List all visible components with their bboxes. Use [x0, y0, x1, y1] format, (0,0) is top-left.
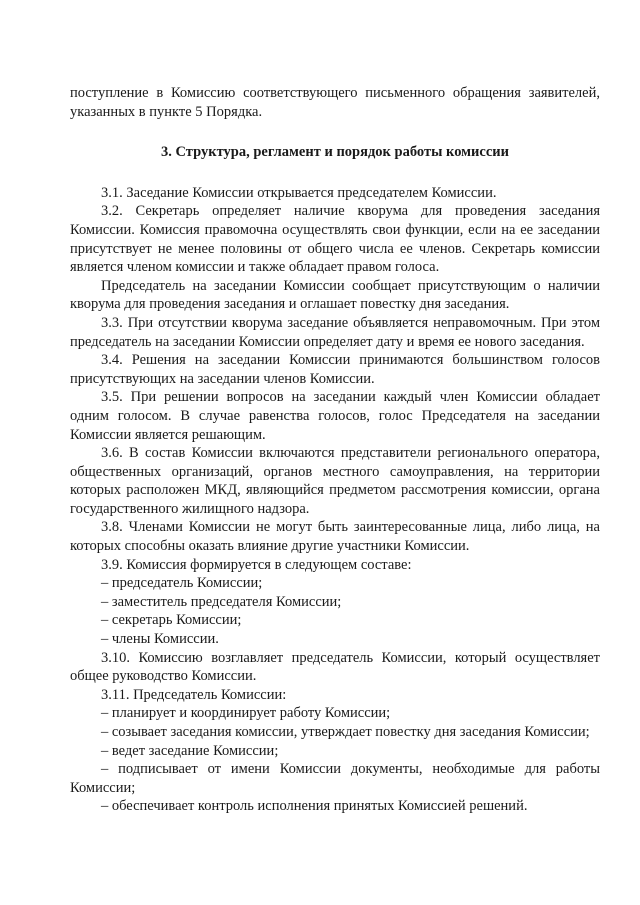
paragraph-3-2: 3.2. Секретарь определяет наличие кворума для проведения заседания Комиссии. Комиссия правомочна осуществлять свои функции, если на ее заседании присутствует не менее половины от общего числа ее членов. Секретарь комиссии является членом комиссии и также обладает правом голоса. [70, 203, 600, 276]
list-item: – обеспечивает контроль исполнения принятых Комиссией решений. [101, 798, 528, 815]
paragraph-3-10: 3.10. Комиссию возглавляет председатель Комиссии, который осуществляет общее руководство Комиссии. [70, 649, 600, 685]
list-item: – заместитель председателя Комиссии; [101, 593, 342, 610]
list-item: – ведет заседание Комиссии; [101, 742, 279, 759]
list-item: – планирует и координирует работу Комиссии; [101, 705, 391, 722]
paragraph-3-9: 3.9. Комиссия формируется в следующем составе: [101, 556, 412, 573]
intro-paragraph: поступление в Комиссию соответствующего письменного обращения заявителей, указанных в пункте 5 Порядка. [70, 85, 600, 120]
paragraph-3-6: 3.6. В состав Комиссии включаются представители регионального оператора, общественных организаций, органов местного самоуправления, на территории которых расположен МКД, являющийся предметом рассмотрения комиссии, органа государственного жилищного надзора. [70, 445, 600, 517]
list-item: – члены Комиссии. [101, 631, 219, 648]
paragraph-3-1: 3.1. Заседание Комиссии открывается председателем Комиссии. [101, 184, 497, 201]
list-item: – председатель Комиссии; [101, 575, 263, 592]
document-body [70, 84, 600, 816]
paragraph-3-8: 3.8. Членами Комиссии не могут быть заинтересованные лица, либо лица, на которых способны оказать влияние другие участники Комиссии. [70, 519, 600, 555]
list-item: – подписывает от имени Комиссии документы, необходимые для работы Комиссии; [70, 761, 600, 796]
paragraph-3-5: 3.5. При решении вопросов на заседании каждый член Комиссии обладает одним голосом. В случае равенства голосов, голос Председателя на заседании Комиссии является решающим. [70, 389, 600, 443]
list-item: – созывает заседания комиссии, утверждает повестку дня заседания Комиссии; [101, 724, 590, 740]
paragraph-3-11: 3.11. Председатель Комиссии: [101, 686, 287, 703]
paragraph-3-3: 3.3. При отсутствии кворума заседание объявляется неправомочным. При этом председатель на заседании Комиссии определяет дату и время ее нового заседания. [70, 314, 600, 350]
paragraph-3-4: 3.4. Решения на заседании Комиссии принимаются большинством голосов присутствующих на заседании членов Комиссии. [70, 352, 600, 387]
paragraph-quorum-announcement: Председатель на заседании Комиссии сообщает присутствующим о наличии кворума для проведения заседания и оглашает повестку дня заседания. [70, 277, 600, 313]
section-heading: 3. Структура, регламент и порядок работы комиссии [161, 144, 509, 161]
list-item: – секретарь Комиссии; [101, 612, 242, 629]
